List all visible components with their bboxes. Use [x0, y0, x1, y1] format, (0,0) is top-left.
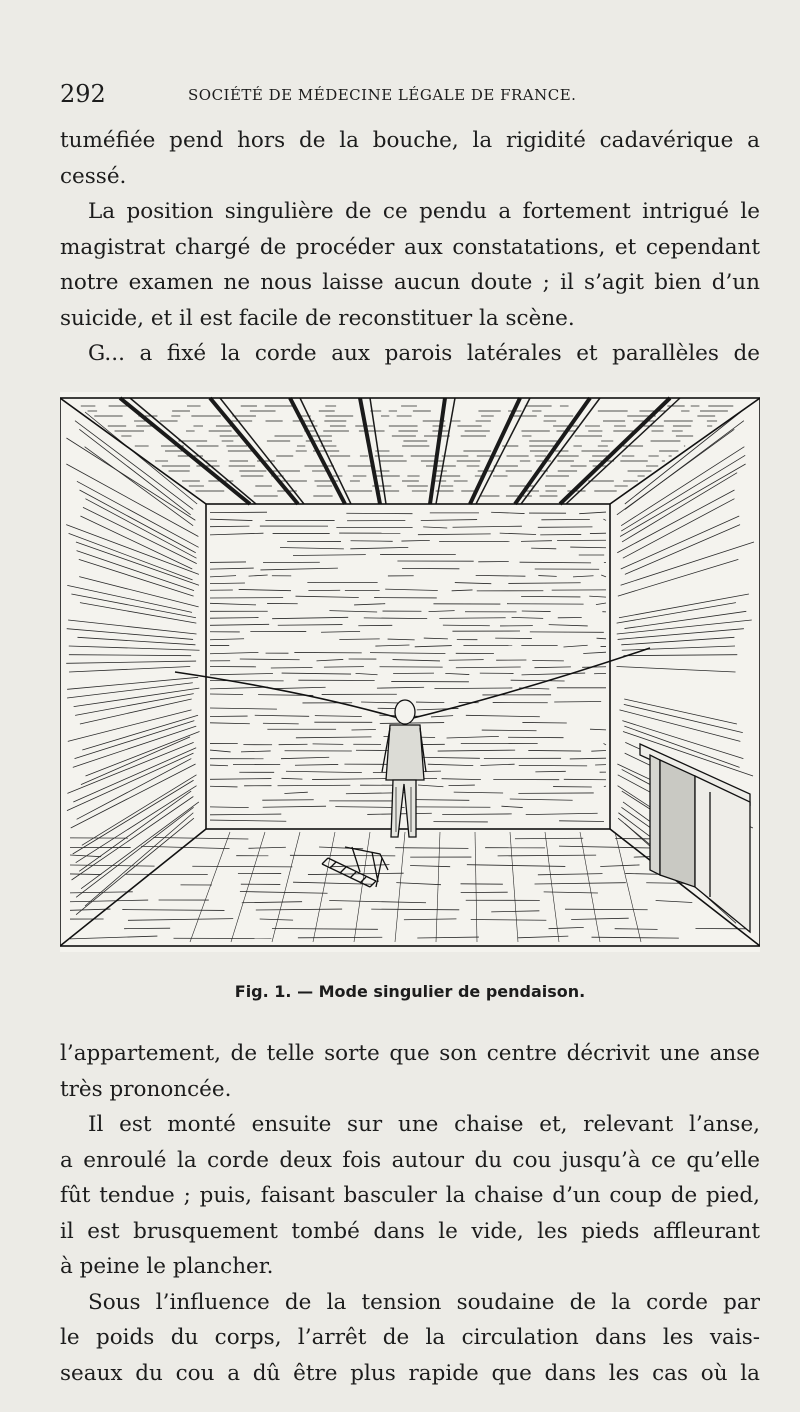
floor-hatch	[298, 937, 382, 938]
text-line: notre examen ne nous laisse aucun doute ; il s’agit bien d’un	[60, 270, 760, 295]
room-engraving	[60, 392, 760, 952]
wall-hatch	[210, 526, 249, 527]
text-line: cessé.	[60, 163, 127, 189]
text-line: G... a fixé la corde aux parois latérales et parallèles de	[88, 341, 760, 366]
text-line: magistrat chargé de procéder aux constatations, et cependant	[60, 234, 760, 260]
figure-caption: Fig. 1. — Mode singulier de pendaison.	[234, 982, 586, 1001]
text-line: Il est monté ensuite sur une chaise et, relevant l’anse,	[88, 1112, 760, 1137]
floor-hatch	[290, 855, 395, 856]
page-number: 292	[60, 80, 106, 108]
wall-hatch	[522, 722, 566, 723]
bottom-text-block	[60, 1036, 760, 1391]
text-line: très prononcée.	[60, 1076, 232, 1102]
text-line: fût tendue ; puis, faisant basculer la chaise d’un coup de pied,	[60, 1183, 760, 1208]
text-line: à peine le plancher.	[60, 1254, 274, 1279]
floor-hatch	[124, 928, 170, 929]
text-line: le poids du corps, l’arrêt de la circulation dans les vais-	[60, 1325, 760, 1350]
wall-hatch	[351, 541, 393, 542]
figure-illustration	[60, 392, 760, 952]
floor-hatch	[565, 909, 648, 910]
wall-hatch	[210, 562, 246, 563]
wall-hatch	[313, 744, 344, 745]
floor-hatch	[515, 838, 583, 839]
wall-hatch	[278, 785, 351, 786]
wall-hatch	[535, 771, 565, 772]
wall-hatch	[449, 785, 475, 786]
page-header	[60, 80, 760, 110]
running-head: SOCIÉTÉ DE MÉDECINE LÉGALE DE FRANCE.	[188, 86, 577, 104]
wall-hatch	[554, 701, 601, 702]
wall-hatch	[522, 611, 551, 612]
text-line: Sous l’influence de la tension soudaine de la corde par	[88, 1289, 760, 1315]
wall-hatch	[521, 596, 580, 597]
text-line: l’appartement, de telle sorte que son centre décrivit une anse	[60, 1041, 760, 1066]
text-line: seaux du cou a dû être plus rapide que dans les cas où la	[60, 1360, 760, 1386]
text-line: a enroulé la corde deux fois autour du cou jusqu’à ce qu’elle	[60, 1147, 760, 1173]
top-text-block	[60, 123, 760, 372]
text-line: tuméfiée pend hors de la bouche, la rigidité cadavérique a	[60, 128, 760, 153]
text-line: suicide, et il est facile de reconstituer la scène.	[60, 305, 575, 331]
text-line: il est brusquement tombé dans le vide, les pieds affleurant	[60, 1218, 760, 1244]
text-line: La position singulière de ce pendu a fortement intrigué le	[88, 199, 760, 224]
